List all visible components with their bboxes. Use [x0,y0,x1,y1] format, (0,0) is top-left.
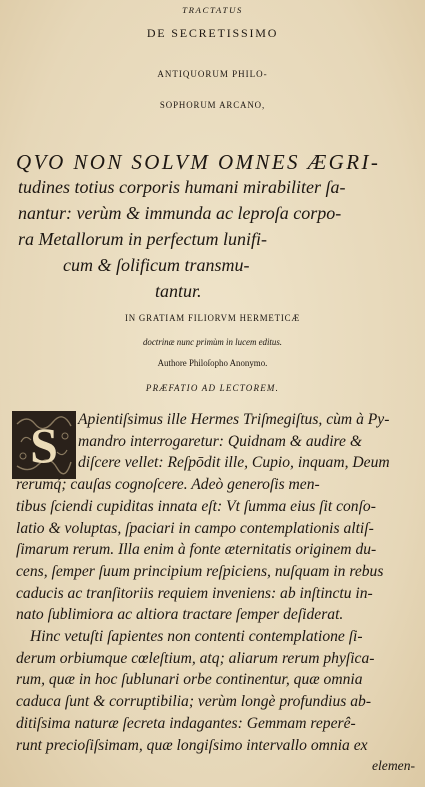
subtitle-line-4: ra Metallorum in perfectum lunifi- [18,229,267,249]
title-line-3: ANTIQUORUM PHILO- [157,69,268,79]
dedication-line-1: IN GRATIAM FILIORVM HERMETICÆ [124,313,301,323]
dedication-line-3: Authore Philoſopho Anonymo. [157,358,268,368]
body-line: rerumq́; cauſas cognoſcere. Adeò generoſis men- [16,476,320,494]
body-line: cens, ſemper ſuum principium reſpiciens, nuſquam in rebus [16,562,384,580]
subtitle-line-1: QVO NON SOLVM OMNES ÆGRI- [16,150,381,174]
body-line: Apientiſsimus ille Hermes Triſmegiſtus, cùm à Py- [78,411,390,428]
subtitle-line-5: cum & ſolificum transmu- [63,255,250,275]
body-line: derum orbiumque cœleſtium, atq; aliarum rerum phyſica- [16,649,375,667]
body-line: diſcere vellet: Reſpōdit ille, Cupio, inquam, Deum [78,454,390,472]
ornamental-initial-icon [12,411,76,479]
preface-heading: PRÆFATIO AD LECTOREM. [145,383,280,393]
initial-letter: S [30,417,58,473]
title-line-4: SOPHORUM ARCANO, [159,100,266,110]
body-line: caduca ſunt & corruptibilia; verùm longè profundius ab- [16,693,372,711]
subtitle-line-6: tantur. [155,281,202,301]
body-line: caducis ac tranſitoriis requiem inveniens: ab inſtinctu in- [16,584,373,602]
body-line: rum, quæ in hoc ſublunari orbe continentur, quæ omnia [16,671,363,689]
body-line: mandro interrogaretur: Quidnam & audire & [78,432,362,450]
body-line: tibus ſciendi cupiditas innata eſt: Vt ſumma eius ſit conſo- [16,497,376,515]
body-line: ditiſsima naturæ ſecreta indagantes: Gemmam reperê- [16,714,356,732]
dedication-line-2: doctrinæ nunc primùm in lucem editus. [142,337,283,347]
body-line: latio & voluptas, ſpaciari in campo contemplationis altiſ- [16,519,374,537]
body-line: nato ſublimiora ac altiora tractare ſemper deſiderat. [16,606,344,624]
title-line-1: TRACTATUS [182,5,243,15]
title-line-2: DE SECRETISSIMO [146,26,279,40]
body-line: runt precioſiſsimam, quæ longiſsimo intervallo omnia ex [16,736,368,754]
subtitle-line-2: tudines totius corporis humani mirabiliter ſa- [18,177,346,197]
subtitle-line-3: nantur: verùm & immunda ac leproſa corpo- [18,203,342,223]
body-line: elemen- [372,758,416,774]
body-line: Hinc vetuſti ſapientes non contenti contemplatione ſi- [30,628,363,645]
body-line: ſimarum rerum. Illa enim à fonte æternitatis originem du- [16,541,377,559]
